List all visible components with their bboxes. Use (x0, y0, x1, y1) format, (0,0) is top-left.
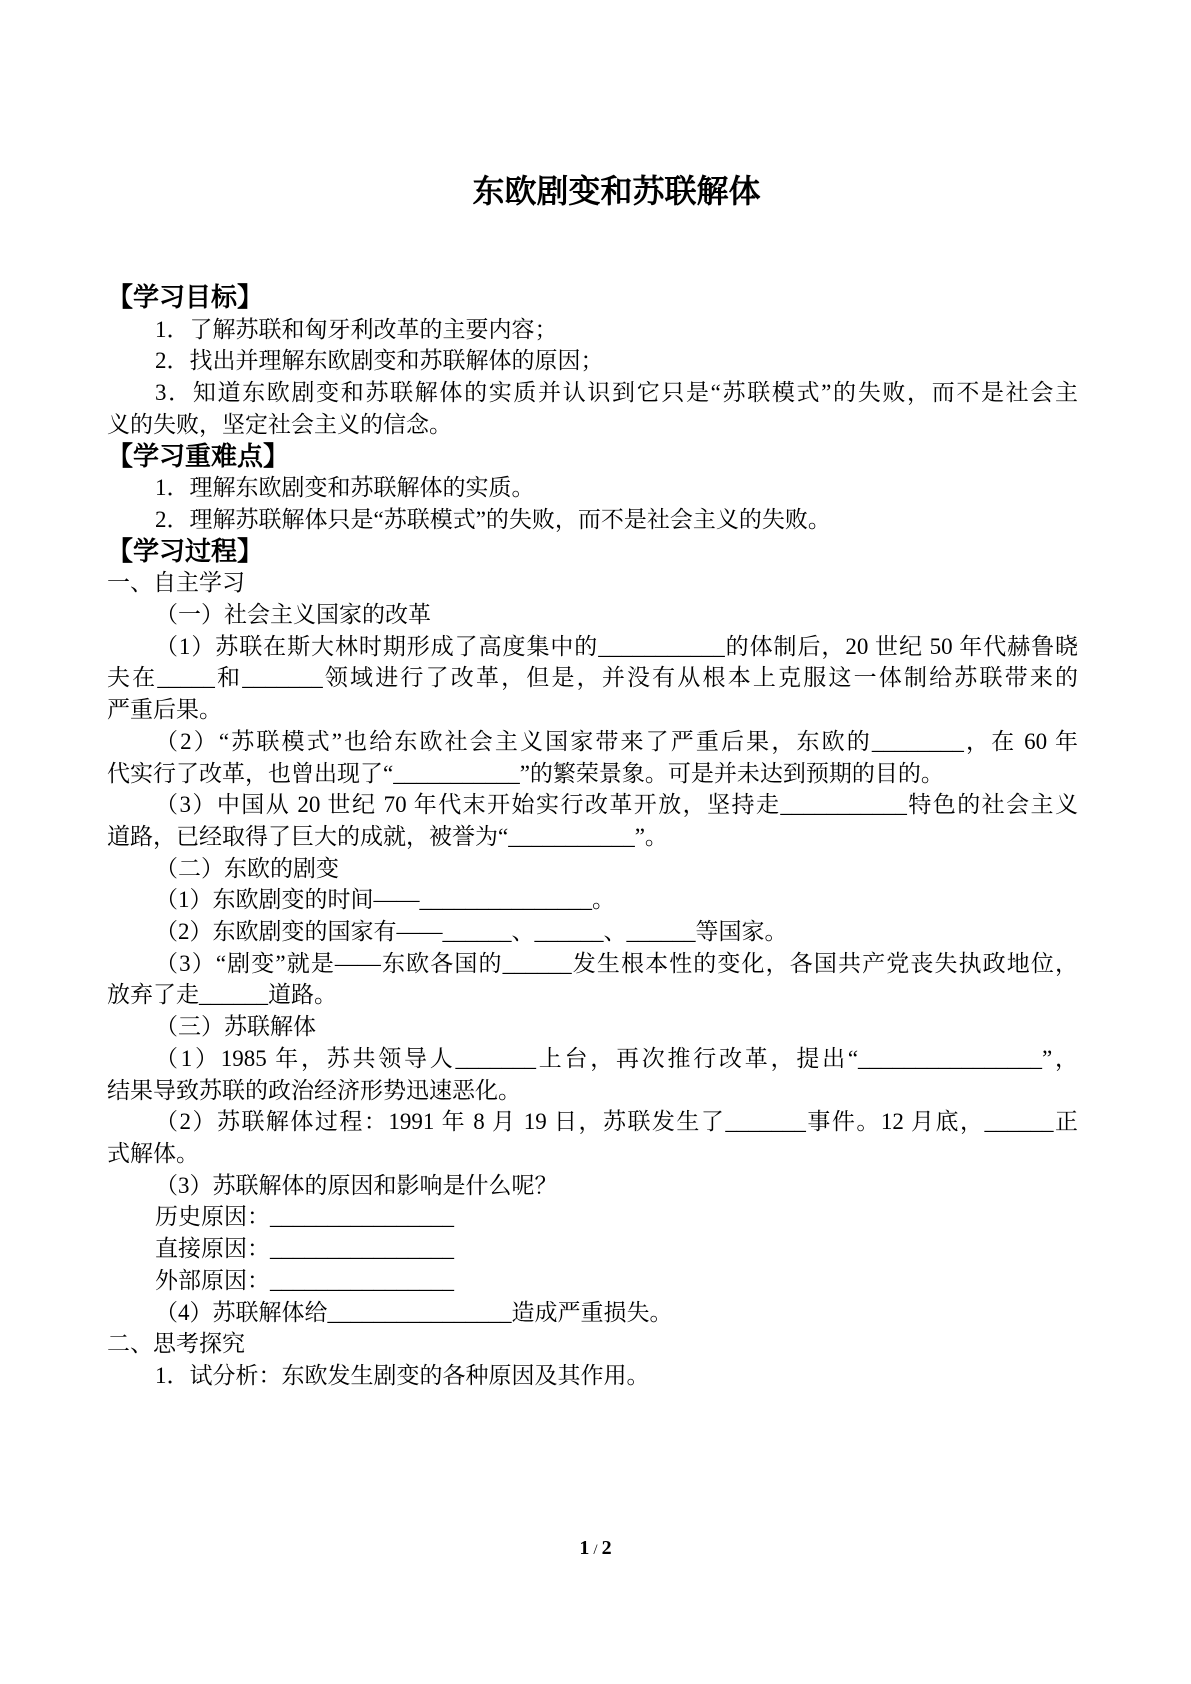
page-number-separator: / (593, 1542, 598, 1558)
reform-subheading: （一）社会主义国家的改革 (155, 602, 431, 628)
reform-question-3-line-1: （3）中国从 20 世纪 70 年代末开始实行改革开放，坚持走___________特色的社会主义 (155, 792, 1078, 818)
reform-question-3-line-2: 道路，已经取得了巨大的成就，被誉为“___________”。 (107, 823, 668, 849)
dissolution-question-2-line-2: 式解体。 (107, 1140, 199, 1166)
reform-question-1-line-3: 严重后果。 (107, 697, 222, 723)
dissolution-question-4: （4）苏联解体给________________造成严重损失。 (155, 1299, 673, 1325)
inquiry-question-1: 1．试分析：东欧发生剧变的各种原因及其作用。 (155, 1362, 650, 1388)
upheaval-subheading: （二）东欧的剧变 (155, 855, 339, 881)
reform-question-1-line-2: 夫在_____和_______领域进行了改革，但是，并没有从根本上克服这一体制给苏联带来的 (107, 665, 1078, 691)
dissolution-subheading: （三）苏联解体 (155, 1014, 316, 1040)
page-number-total: 2 (601, 1537, 612, 1559)
page-number-current: 1 (579, 1537, 590, 1559)
self-study-heading: 一、自主学习 (107, 570, 245, 596)
cause-direct-line: 直接原因：________________ (155, 1236, 454, 1262)
cause-external-line: 外部原因：________________ (155, 1267, 454, 1293)
objective-item-1: 1．了解苏联和匈牙利改革的主要内容； (155, 316, 558, 342)
cause-history-line: 历史原因：________________ (155, 1204, 454, 1230)
objective-item-3-line-1: 3．知道东欧剧变和苏联解体的实质并认识到它只是“苏联模式”的失败，而不是社会主 (155, 380, 1078, 406)
inquiry-heading: 二、思考探究 (107, 1331, 245, 1357)
objective-item-3-line-2: 义的失败，坚定社会主义的信念。 (107, 411, 452, 437)
dissolution-question-3: （3）苏联解体的原因和影响是什么呢？ (155, 1172, 558, 1198)
upheaval-question-2: （2）东欧剧变的国家有——______、______、______等国家。 (155, 919, 788, 945)
objective-item-2: 2．找出并理解东欧剧变和苏联解体的原因； (155, 348, 604, 374)
reform-question-2-line-2: 代实行了改革，也曾出现了“___________”的繁荣景象。可是并未达到预期的目的。 (107, 760, 944, 786)
key-points-heading: 【学习重难点】 (107, 440, 290, 471)
reform-question-1-line-1: （1）苏联在斯大林时期形成了高度集中的___________的体制后，20 世纪 50 年代赫鲁晓 (155, 633, 1079, 659)
key-point-item-1: 1．理解东欧剧变和苏联解体的实质。 (155, 475, 535, 501)
page-number (0, 1535, 1191, 1563)
key-point-item-2: 2．理解苏联解体只是“苏联模式”的失败，而不是社会主义的失败。 (155, 506, 831, 532)
dissolution-question-1-line-1: （1）1985 年，苏共领导人_______上台，再次推行改革，提出“________________”， (155, 1045, 1078, 1071)
document-body (107, 282, 1078, 1392)
objectives-heading: 【学习目标】 (107, 282, 264, 312)
dissolution-question-1-line-2: 结果导致苏联的政治经济形势迅速恶化。 (107, 1077, 521, 1103)
reform-question-2-line-1: （2）“苏联模式”也给东欧社会主义国家带来了严重后果，东欧的________，在 60 年 (155, 728, 1078, 754)
process-heading: 【学习过程】 (107, 535, 264, 566)
document-title: 东欧剧变和苏联解体 (472, 173, 761, 209)
upheaval-question-3-line-2: 放弃了走______道路。 (107, 982, 337, 1008)
upheaval-question-1: （1）东欧剧变的时间——_______________。 (155, 887, 615, 913)
dissolution-question-2-line-1: （2）苏联解体过程：1991 年 8 月 19 日，苏联发生了_______事件。12 月底，______正 (155, 1109, 1078, 1135)
upheaval-question-3-line-1: （3）“剧变”就是——东欧各国的______发生根本性的变化，各国共产党丧失执政地位， (155, 950, 1078, 976)
